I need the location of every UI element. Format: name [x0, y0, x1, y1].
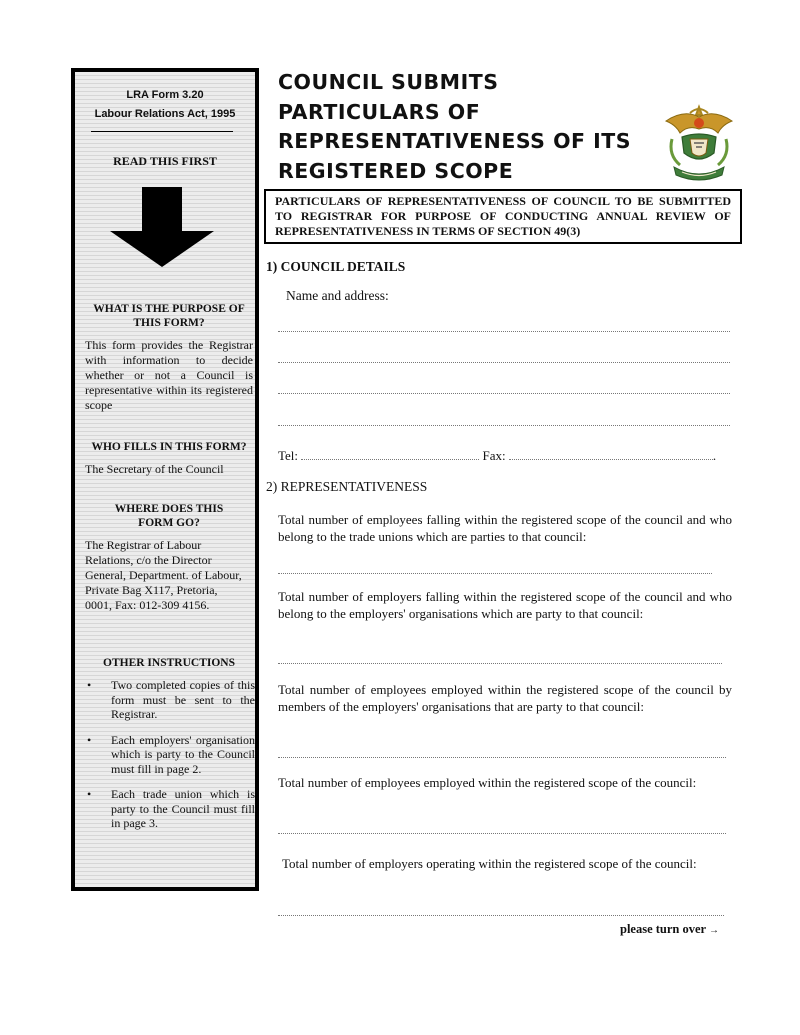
answer-line-3[interactable]: [278, 757, 726, 758]
who-fills-heading: WHO FILLS IN THIS FORM?: [91, 441, 247, 453]
turn-over-note: [620, 922, 719, 937]
address-line-2[interactable]: [278, 362, 730, 363]
answer-line-4[interactable]: [278, 833, 726, 834]
fax-label: Fax:: [482, 448, 506, 463]
question-total-employers: Total number of employers operating within the registered scope of the council:: [282, 856, 697, 871]
sidebar-divider: [91, 131, 233, 132]
right-arrow-icon: →: [709, 925, 719, 936]
other-instructions-heading: OTHER INSTRUCTIONS: [103, 657, 235, 669]
form-title: COUNCIL SUBMITS PARTICULARS OF REPRESENTATIVENESS OF ITS REGISTERED SCOPE: [278, 70, 632, 183]
answer-line-2[interactable]: [278, 663, 722, 664]
list-item: • Two completed copies of this form must be sent to the Registrar.: [87, 678, 255, 721]
name-address-label: Name and address:: [286, 288, 389, 303]
where-text: The Registrar of Labour Relations, c/o the Director General, Department. of Labour, Private Bag X117, Pretoria, 0001, Fax: 012-309 4156.: [85, 538, 242, 612]
question-employees-in-unions: Total number of employees falling within the registered scope of the council and who belong to the trade unions which are parties to that council:: [278, 512, 732, 544]
who-fills-text: The Secretary of the Council: [85, 462, 224, 476]
purpose-heading: WHAT IS THE PURPOSE OF THIS FORM?: [93, 303, 245, 329]
instructions-sidebar: [71, 68, 259, 891]
representativeness-heading: 2) REPRESENTATIVENESS: [266, 479, 428, 494]
answer-line-5[interactable]: [278, 915, 724, 916]
subtitle-box: PARTICULARS OF REPRESENTATIVENESS OF COUNCIL TO BE SUBMITTED TO REGISTRAR FOR PURPOSE OF CONDUCTING ANNUAL REVIEW OF REPRESENTATIVENESS IN TERMS OF SECTION 49(3): [264, 189, 742, 244]
question-total-employees: Total number of employees employed within the registered scope of the council:: [278, 775, 697, 790]
act-reference: Labour Relations Act, 1995: [94, 108, 236, 120]
fax-field[interactable]: [509, 459, 713, 460]
form-number: LRA Form 3.20: [126, 89, 204, 101]
tel-field[interactable]: [301, 459, 479, 460]
list-item: • Each trade union which is party to the Council must fill in page 3.: [87, 787, 255, 830]
where-heading: WHERE DOES THIS FORM GO?: [114, 503, 224, 529]
tel-label: Tel:: [278, 448, 299, 463]
address-line-1[interactable]: [278, 331, 730, 332]
address-line-3[interactable]: [278, 393, 730, 394]
down-arrow-icon: [110, 187, 214, 267]
list-item: • Each employers' organisation which is party to the Council must fill in page 2.: [87, 732, 255, 776]
answer-line-1[interactable]: [278, 573, 712, 574]
question-employees-by-members: Total number of employees employed within the registered scope of the council by members of the employers' organisations that are party to that council:: [278, 682, 732, 714]
tel-fax-row: [278, 448, 716, 464]
council-details-heading: 1) COUNCIL DETAILS: [266, 259, 406, 274]
purpose-text: This form provides the Registrar with information to decide whether or not a Council is representative within its registered scope: [85, 338, 253, 412]
question-employers-in-organisations: Total number of employers falling within the registered scope of the council and who belong to the employers' organisations which are party to that council:: [278, 589, 732, 621]
read-first-heading: READ THIS FIRST: [113, 154, 217, 168]
end-mark: .: [712, 448, 717, 463]
address-line-4[interactable]: [278, 425, 730, 426]
coat-of-arms-icon: [660, 103, 738, 183]
instructions-list: [85, 678, 255, 842]
turn-over-text: please turn over: [620, 922, 706, 936]
